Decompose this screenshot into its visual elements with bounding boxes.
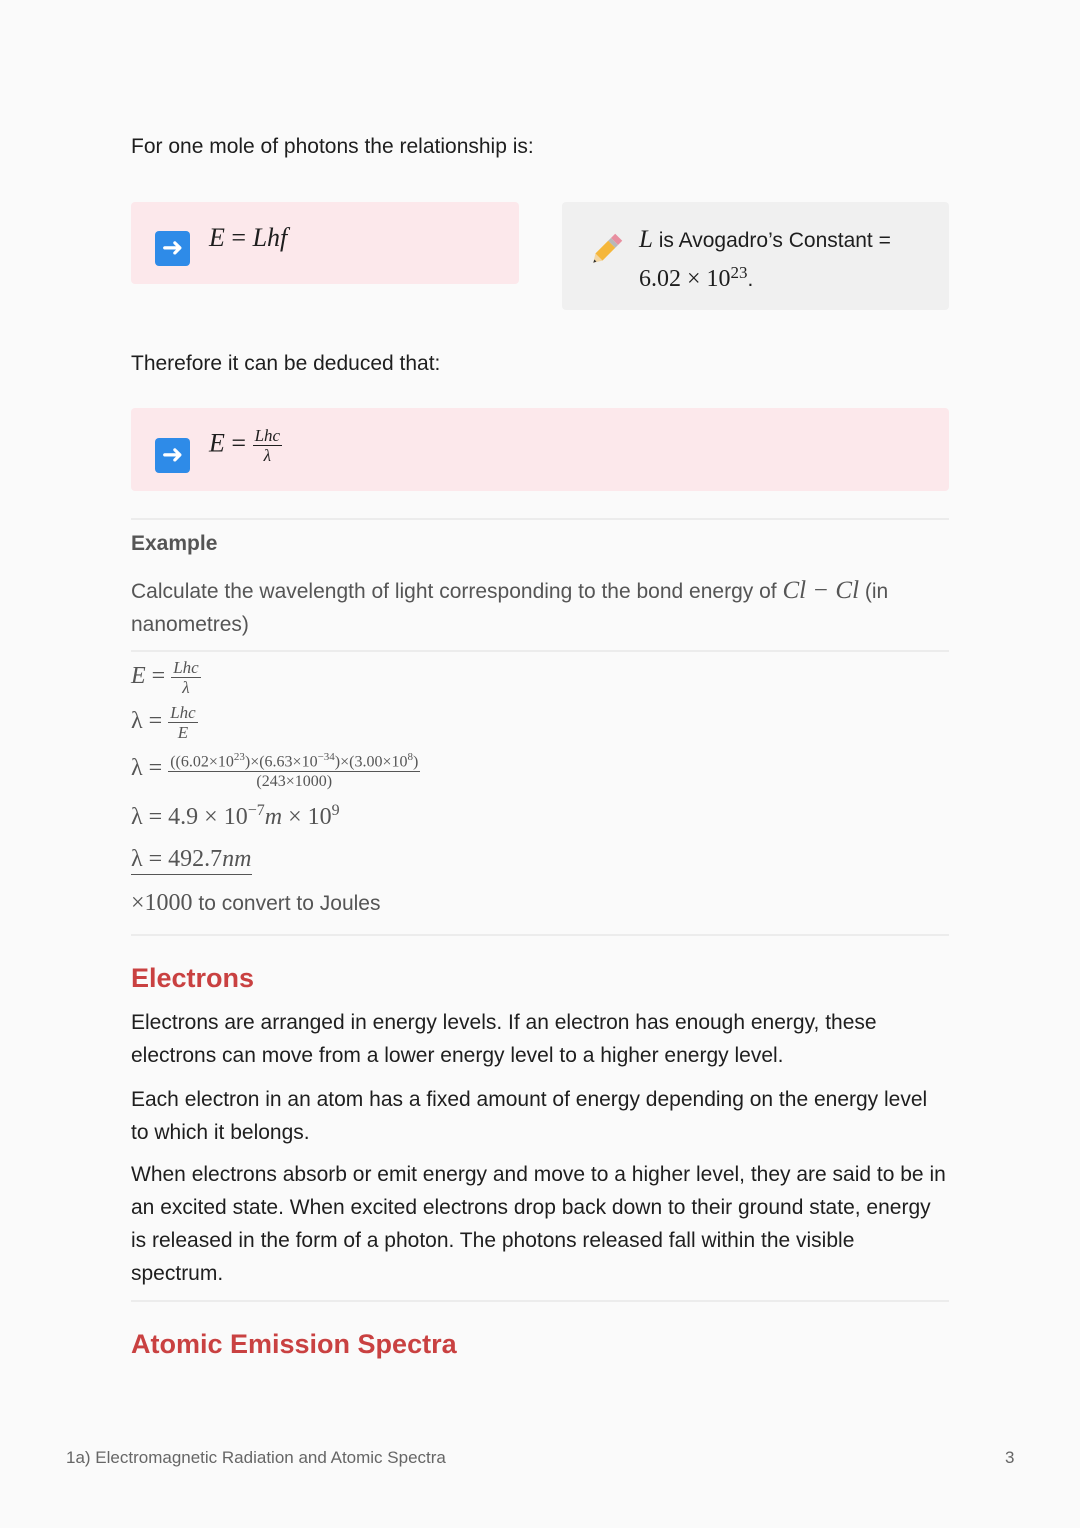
step-2: λ = $\frac{\text{Lhc}}{E}$ xyxy=(131,703,196,742)
step-4: $\lambda = 4.9 \times 10^{-7}m \times 10^9$ xyxy=(131,802,340,830)
pencil-icon xyxy=(586,230,626,270)
formula-box-2 xyxy=(131,408,949,491)
divider xyxy=(131,650,949,652)
electrons-paragraph-3: When electrons absorb or emit energy and move to a higher level, they are said to be in an excited state. When excited electrons drop back down to their ground state, energy is released in the form of a photon. The photons released fall within the visible spectrum. xyxy=(131,1163,946,1285)
divider xyxy=(131,934,949,936)
example-question: Calculate the wavelength of light corresponding to the bond energy of Cl − Cl (in nanometres) xyxy=(131,577,889,636)
electrons-paragraph-2: Each electron in an atom has a fixed amount of energy depending on the energy level to which it belongs. xyxy=(131,1088,928,1144)
atomic-spectra-heading: Atomic Emission Spectra xyxy=(131,1329,457,1359)
electrons-paragraph-1: Electrons are arranged in energy levels. If an electron has enough energy, these electrons can move from a lower energy level to a higher energy level. xyxy=(131,1011,877,1067)
footer-title: 1a) Electromagnetic Radiation and Atomic Spectra xyxy=(66,1448,446,1467)
deduce-text: Therefore it can be deduced that: xyxy=(131,352,441,375)
step-5-result: λ = 492.7nm xyxy=(131,846,252,875)
note-box xyxy=(562,202,949,310)
arrow-right-icon: ➜ xyxy=(155,438,190,473)
intro-text: For one mole of photons the relationship is: xyxy=(131,135,534,158)
page-number: 3 xyxy=(1005,1448,1015,1467)
step-3: λ = $\frac{((6.02\times 10^{23})\times(6.63\times 10^{-34})\times(3.00\times 10^8)}{(243\times 1000)}$ xyxy=(131,748,420,791)
formula-e-lhf: E = Lhf xyxy=(209,223,288,252)
arrow-right-icon: ➜ xyxy=(155,231,190,266)
divider xyxy=(131,1300,949,1302)
formula-box-1 xyxy=(131,202,519,284)
divider xyxy=(131,518,949,520)
step-6-note: ×1000 to convert to Joules xyxy=(131,890,381,916)
formula-e-lhc-lambda: E = $\frac{\text{Lhc}}{\lambda}$ xyxy=(209,426,281,465)
avogadro-note: L is Avogadro’s Constant = $6.02 \times 10^{23}$. xyxy=(639,226,891,292)
step-1: E = $\frac{\text{Lhc}}{\lambda}$ xyxy=(131,658,199,697)
example-label: Example xyxy=(131,532,218,555)
electrons-heading: Electrons xyxy=(131,963,255,993)
